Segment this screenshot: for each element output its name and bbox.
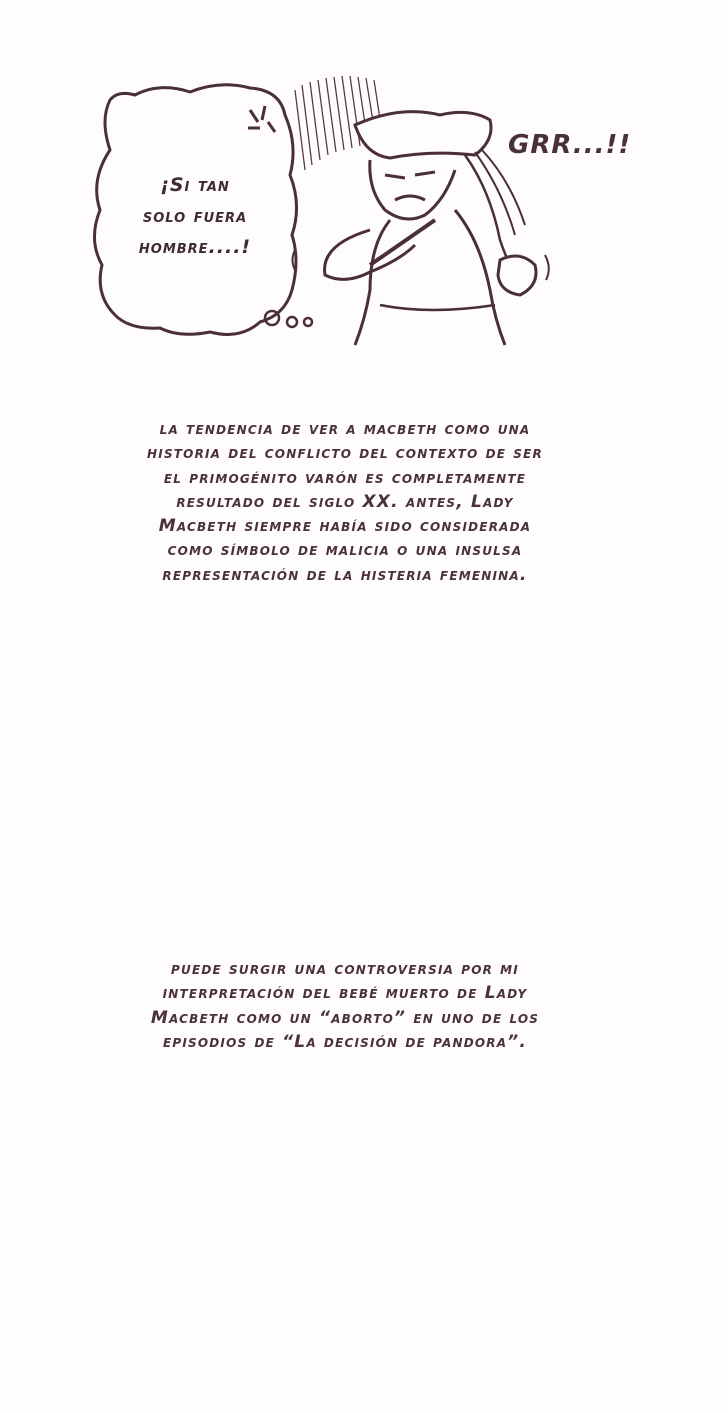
caption-line: resultado del siglo XX. antes, Lady: [176, 491, 514, 512]
caption-line: como símbolo de malicia o una insulsa: [167, 540, 523, 561]
face: [370, 160, 455, 219]
speech-line: hombre....!: [138, 236, 252, 258]
caption-line: el primogénito varón es completamente: [163, 467, 527, 488]
headdress: [355, 112, 491, 158]
caption-line: representación de la histeria femenina.: [162, 564, 528, 585]
caption-line: Macbeth siempre había sido considerada: [158, 516, 532, 537]
caption-2: [100, 957, 590, 1054]
caption-line: interpretación del bebé muerto de Lady: [162, 983, 528, 1004]
caption-line: la tendencia de ver a macbeth como una: [159, 419, 531, 439]
speech-bubble-text: [110, 170, 280, 263]
caption-line: episodios de “La decisión de pandora”.: [162, 1031, 528, 1052]
sound-effect: GRR...!!: [508, 130, 632, 160]
body: [355, 210, 505, 345]
speech-line: ¡Si tan: [160, 174, 230, 196]
dagger-icon: [370, 220, 435, 265]
caption-line: historia del conflicto del contexto de ser: [147, 443, 543, 464]
caption-line: puede surgir una controversia por mi: [171, 959, 519, 979]
speech-line: solo fuera: [142, 205, 248, 227]
fist: [498, 256, 536, 295]
anger-mark-icon: [248, 106, 275, 132]
caption-1: [100, 417, 590, 587]
caption-line: Macbeth como un “aborto” en uno de los: [150, 1007, 540, 1028]
arm: [325, 230, 415, 279]
